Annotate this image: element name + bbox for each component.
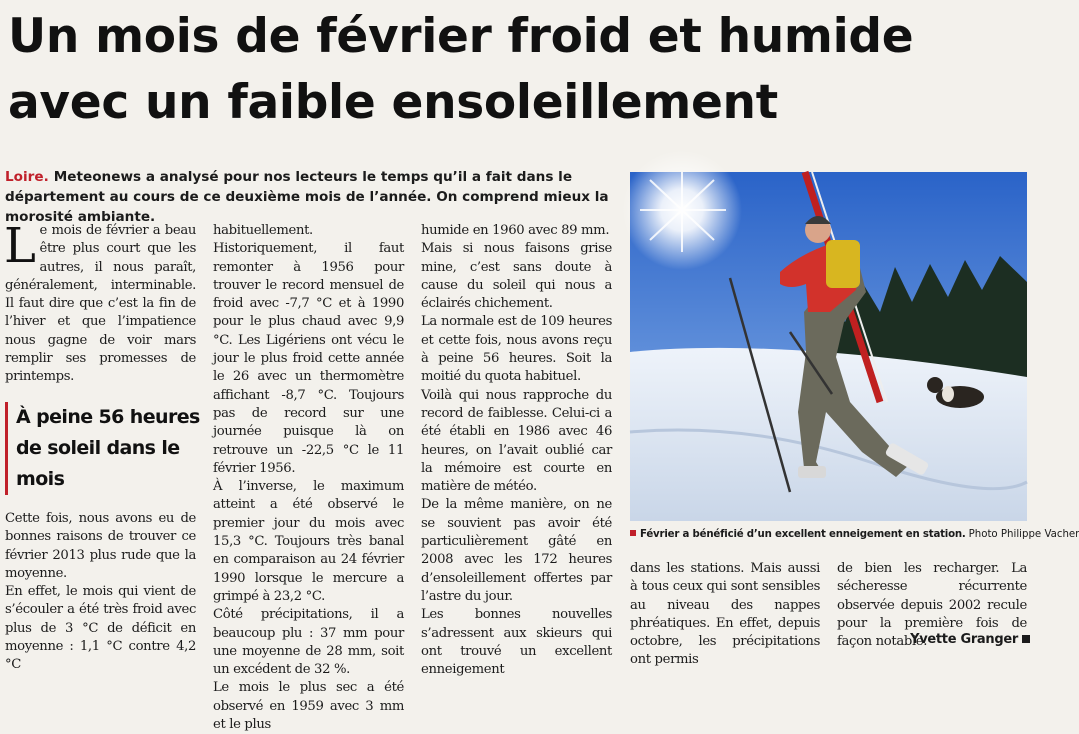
headline-line-1: Un mois de février froid et humide [8, 9, 914, 64]
article-column-1-lower [5, 510, 196, 675]
lead-text: Meteonews a analysé pour nos lecteurs le temps qu’il a fait dans le département au cours de ce deuxième mois de l’année. On comprend mieux la morosité ambiante. [5, 169, 609, 225]
article-column-4 [630, 560, 820, 670]
author-name: Yvette Granger [910, 632, 1018, 647]
article-paragraph: Le mois le plus sec a été observé en 1959 avec 3 mm et le plus [213, 680, 404, 733]
article-column-3 [421, 222, 612, 679]
author-signature [900, 631, 1030, 649]
end-mark [1022, 635, 1030, 643]
lead-location-tag: Loire. [5, 169, 49, 185]
article-paragraph: De la même manière, on ne se souvient pas avoir été particulièrement gâté en 2008 avec les 172 heures d’ensoleillement offertes par l’astre du jour. [421, 497, 612, 604]
article-paragraph: dans les stations. Mais aussi à tous ceux qui sont sensibles au niveau des nappes phréatiques. En effet, depuis octobre, les précipitations ont permis [630, 561, 820, 668]
article-paragraph: Voilà qui nous rapproche du record de faiblesse. Celui-ci a été établi en 1986 avec 46 heures, on l’avait oublié car la mémoire est courte en matière de météo. [421, 387, 612, 495]
article-paragraph: humide en 1960 avec 89 mm. [421, 223, 610, 238]
article-paragraph: de bien les recharger. La sécheresse récurrente observée depuis 2002 recule pour la première fois de façon notable. [837, 561, 1027, 650]
skier-photo [630, 172, 1027, 521]
photo-caption [630, 527, 1079, 543]
headline [8, 4, 1030, 136]
article-paragraph: Côté précipitations, il a beaucoup plu : 37 mm pour une moyenne de 28 mm, soit un excédent de 32 %. [213, 607, 404, 678]
article-column-2 [213, 222, 404, 734]
article-paragraph: Mais si nous faisons grise mine, c’est sans doute à cause du soleil qui nous a éclairés chichement. [421, 241, 612, 312]
headline-line-2: avec un faible ensoleillement [8, 75, 778, 130]
skier-illustration [630, 172, 1027, 521]
article-column-1 [4, 218, 196, 387]
article-paragraph: habituellement. [213, 223, 313, 238]
photo-credit: Photo Philippe Vacher [968, 529, 1079, 540]
lead-paragraph [5, 167, 621, 227]
intro-paragraph [4, 218, 196, 387]
article-paragraph: La normale est de 109 heures et cette fois, nous avons reçu à peine 56 heures. Soit la moitié du quota habituel. [421, 314, 612, 385]
article-paragraph: Cette fois, nous avons eu de bonnes raisons de trouver ce février 2013 plus rude que la moyenne. [5, 511, 196, 581]
caption-marker [630, 530, 636, 536]
caption-text: Février a bénéficié d’un excellent enneigement en station. [640, 529, 966, 540]
article-paragraph: En effet, le mois qui vient de s’écouler a été très froid avec plus de 3 °C de déficit en moyenne : 1,1 °C contre 4,2 °C [5, 584, 196, 673]
drop-cap: L [4, 218, 36, 274]
intro-text: e mois de février a beau être plus court que les autres, il nous paraît, généralement, interminable. Il faut dire que c’est la fin de l’hiver et que l’impatience nous gagne de voir mars remplir ses promesses de printemps. [5, 223, 196, 385]
article-paragraph: À l’inverse, le maximum atteint a été observé le premier jour du mois avec 15,3 °C. Toujours très banal en comparaison au 24 février 1990 lorsque le mercure a grimpé à 23,2 °C. [213, 479, 404, 604]
article-paragraph: Les bonnes nouvelles s’adressent aux skieurs qui ont trouvé un excellent enneigement [421, 607, 612, 678]
section-subheading: À peine 56 heures de soleil dans le mois [5, 402, 212, 495]
article-paragraph: Historiquement, il faut remonter à 1956 pour trouver le record mensuel de froid avec -7,7 °C et à 1990 pour le plus chaud avec 9,9 °C. Les Ligériens ont vécu le jour le plus froid cette année le 26 avec un thermomètre affichant -8,7 °C. Toujours pas de record sur une journée puisque là on retrouve un -22,5 °C le 11 février 1956. [213, 241, 404, 476]
